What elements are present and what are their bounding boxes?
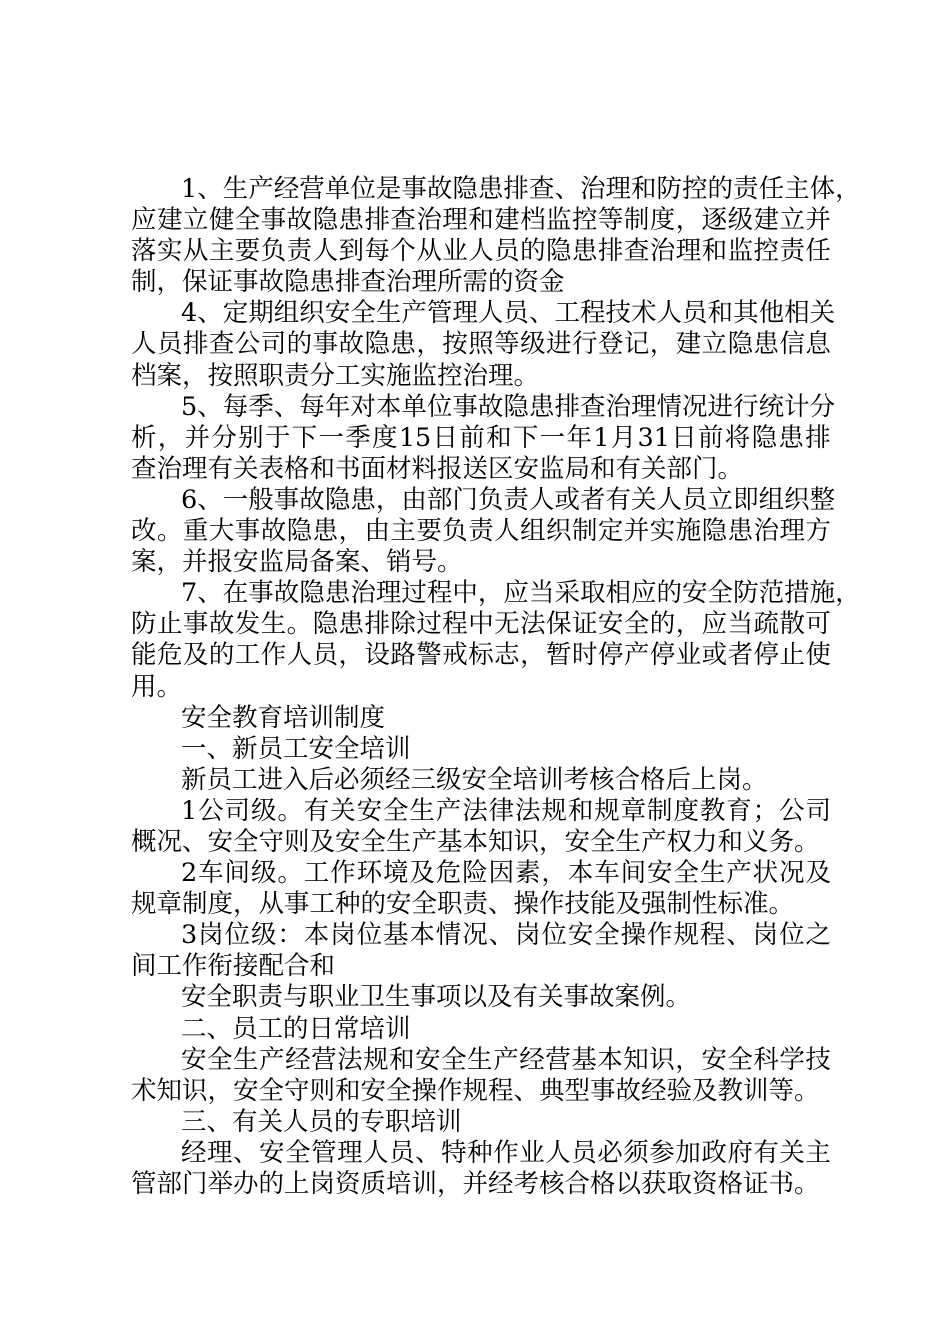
text-line: 能 危 及 的 工 作 人 员 ， 设 路 警 戒 标 志 ， 暂 时 停 产 停 业 或 者 停 止 使 <box>131 640 831 671</box>
text-line: 改 。 重 大 事 故 隐 患 ， 由 主 要 负 责 人 组 织 制 定 并 实 施 隐 患 治 理 方 <box>131 516 831 547</box>
text-line: 间工作衔接配合和 <box>131 951 336 982</box>
text-line: 三、有关人员的专职培训 <box>181 1106 462 1137</box>
text-line: 经 理 、 安 全 管 理 人 员 、 特 种 作 业 人 员 必 须 参 加 政 府 有 关 主 <box>181 1137 831 1168</box>
text-line: 析 ， 并 分 别 于 下 一 季 度 15 日 前 和 下 一 年 1 月 31 日 前 将 隐 患 排 <box>131 422 831 453</box>
text-line: 概况、安全守则及安全生产基本知识，安全生产权力和义务。 <box>131 826 820 857</box>
text-line: 一、新员工安全培训 <box>181 733 411 764</box>
text-line: 规章制度，从事工种的安全职责、操作技能及强制性标准。 <box>131 889 795 920</box>
text-line: 6 、 一 般 事 故 隐 患 ， 由 部 门 负 责 人 或 者 有 关 人 员 立 即 组 织 整 <box>181 484 836 515</box>
text-line: 术知识，安全守则和安全操作规程、典型事故经验及教训等。 <box>131 1075 820 1106</box>
text-line: 2 车 间 级 。 工 作 环 境 及 危 险 因 素 ， 本 车 间 安 全 生 产 状 况 及 <box>181 858 831 889</box>
document-body <box>131 174 861 1200</box>
text-line: 二、员工的日常培训 <box>181 1013 411 1044</box>
text-line: 3 岗 位 级 ： 本 岗 位 基 本 情 况 、 岗 位 安 全 操 作 规 程 、 岗 位 之 <box>181 920 831 951</box>
text-line: 管部门举办的上岗资质培训，并经考核合格以获取资格证书。 <box>131 1169 820 1199</box>
text-line: 查治理有关表格和书面材料报送区安监局和有关部门。 <box>131 453 744 484</box>
text-line: 7 、 在 事 故 隐 患 治 理 过 程 中 ， 应 当 采 取 相 应 的 安 全 防 范 措 施 ， <box>181 578 861 609</box>
text-line: 人 员 排 查 公 司 的 事 故 隐 患 ， 按 照 等 级 进 行 登 记 ， 建 立 隐 患 信 息 <box>131 329 831 360</box>
text-line: 4 、 定 期 组 织 安 全 生 产 管 理 人 员 、 工 程 技 术 人 员 和 其 他 相 关 <box>181 298 836 329</box>
text-line: 案，并报安监局备案、销号。 <box>131 547 463 578</box>
text-line: 用。 <box>131 671 183 702</box>
text-line: 防 止 事 故 发 生 。 隐 患 排 除 过 程 中 无 法 保 证 安 全 的 ， 应 当 疏 散 可 <box>131 609 831 640</box>
text-line: 落 实 从 主 要 负 责 人 到 每 个 从 业 人 员 的 隐 患 排 查 治 理 和 监 控 责 任 <box>131 236 831 267</box>
text-line: 5 、 每 季 、 每 年 对 本 单 位 事 故 隐 患 排 查 治 理 情 况 进 行 统 计 分 <box>181 391 836 422</box>
text-line: 应 建 立 健 全 事 故 隐 患 排 查 治 理 和 建 档 监 控 等 制 度 ， 逐 级 建 立 并 <box>131 205 831 236</box>
text-line: 新员工进入后必须经三级安全培训考核合格后上岗。 <box>181 764 768 795</box>
text-line: 安全职责与职业卫生事项以及有关事故案例。 <box>181 982 692 1013</box>
text-line: 1 、 生 产 经 营 单 位 是 事 故 隐 患 排 查 、 治 理 和 防 控 的 责 任 主 体 ， <box>181 174 861 204</box>
text-line: 1 公 司 级 。 有 关 安 全 生 产 法 律 法 规 和 规 章 制 度 教 育 ； 公 司 <box>181 795 831 826</box>
text-line: 安 全 生 产 经 营 法 规 和 安 全 生 产 经 营 基 本 知 识 ， 安 全 科 学 技 <box>181 1044 831 1075</box>
text-line: 安全教育培训制度 <box>181 702 386 733</box>
text-line: 档案，按照职责分工实施监控治理。 <box>131 360 540 391</box>
text-line: 制，保证事故隐患排查治理所需的资金 <box>131 267 565 298</box>
